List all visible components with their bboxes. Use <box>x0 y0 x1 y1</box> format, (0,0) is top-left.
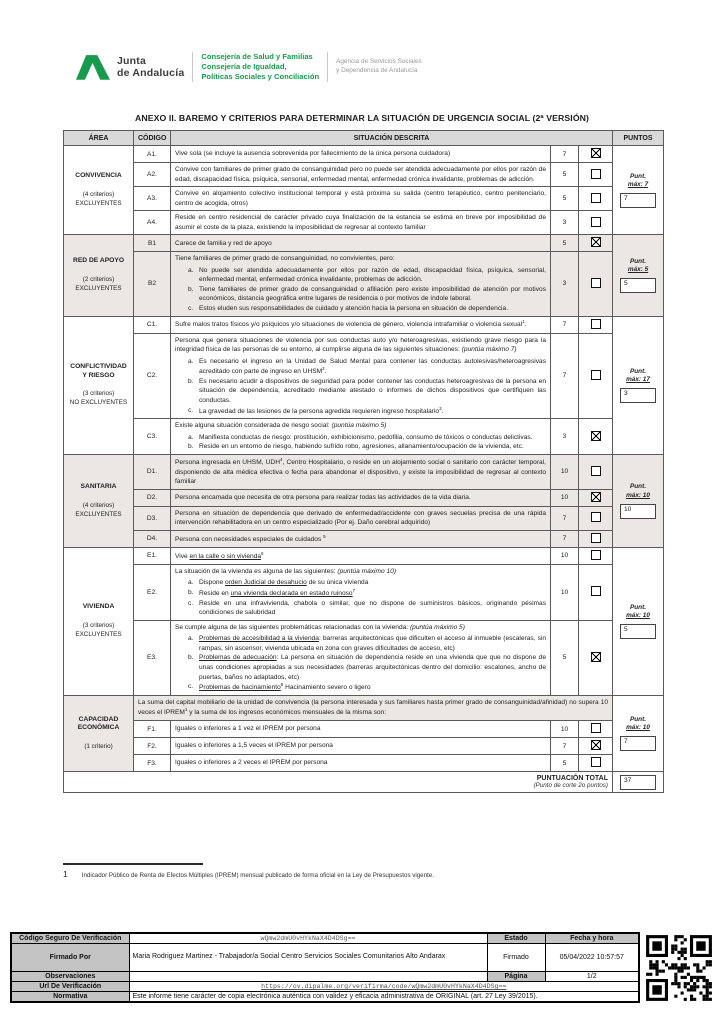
criterion-row-c1 <box>64 316 664 333</box>
criterion-code: C1. <box>134 316 171 333</box>
score-input-red-de-apoyo[interactable]: 5 <box>620 278 656 293</box>
criterion-code: D1. <box>134 454 171 489</box>
criterion-row-f2 <box>64 738 664 755</box>
checkbox-f3[interactable] <box>591 757 601 767</box>
checkbox-a1[interactable] <box>591 148 601 158</box>
qr-code <box>644 933 714 1003</box>
criterion-code: D4. <box>134 530 171 547</box>
criterion-row-d3 <box>64 506 664 530</box>
checkbox-a2[interactable] <box>591 169 601 179</box>
criterion-text: La situación de la vivienda es alguna de las siguientes: (puntúa máximo 10) a. Dispone orden Judicial de desahucio de su única vivienda b. Reside en una vivienda declarada en estado ruinoso$^7$ c. Reside en una infravivienda, chabola o similar, que no dispone de suministros básicos, originando pésimas condiciones de salubridad <box>171 564 551 620</box>
checkbox-f2[interactable] <box>591 740 601 750</box>
criterion-code: F2. <box>134 738 171 755</box>
criterion-text: Existe alguna situación considerada de riesgo social: (puntúa máximo 5) a. Manifiesta conductas de riesgo: prostitución, exhibicionismo, pedofilia, consumo de tóxicos o conductas delictivas. b. Reside en un entorno de riesgo, habiendo sufrido robo, agresiones, allanamiento/ocupación de la vivienda, etc. <box>171 419 551 455</box>
col-header-area: ÁREA <box>64 131 134 146</box>
criterion-text: Persona en situación de dependencia que derivado de enfermedad/accidente con graves secuelas precisa de una rápida intervención rehabilitadora en un centro especializado (Por ej. Daño cerebral adquirido) <box>171 506 551 530</box>
estado-value: Firmado <box>487 944 545 972</box>
punt-max-label: Punt. máx: 5 <box>627 257 649 274</box>
verification-footer <box>10 932 714 1003</box>
total-row <box>64 772 664 793</box>
criterion-code: A4. <box>134 211 171 235</box>
criterion-row-f3 <box>64 755 664 772</box>
total-score-input[interactable]: 37 <box>620 775 656 790</box>
puntos-cell-red-de-apoyo <box>613 235 664 316</box>
criterion-points: 10 <box>551 564 579 620</box>
criterion-points: 5 <box>551 163 579 187</box>
area-cell-convivencia: CONVIVENCIA (4 criterios) EXCLUYENTES <box>64 146 134 235</box>
criterion-text: Reside en centro residencial de carácter privado cuya finalización de la estancia se estima en breve por imposibilidad de asumir el coste de la plaza, existiendo la imposibilidad de regresar al contexto familiar <box>171 211 551 235</box>
firmado-row <box>11 944 639 972</box>
table-header-row <box>64 131 664 146</box>
criterion-row-f-intro <box>64 695 664 720</box>
criterion-code: E1. <box>134 547 171 564</box>
criterion-text: Convive en alojamiento colectivo institucional temporal y está próxima su salida (centro terapéutico, centro penitenciario, centro de acogida, otros) <box>171 187 551 211</box>
criterion-code: F1. <box>134 721 171 738</box>
punt-max-label: Punt. máx: 10 <box>626 603 650 620</box>
criterion-row-f1 <box>64 721 664 738</box>
checkbox-c1[interactable] <box>591 319 601 329</box>
entity-name <box>117 55 184 79</box>
criterion-text: Sufre malos tratos físicos y/o psíquicos y/o situaciones de violencia de género, violencia intrafamiliar o violencia sexual$^1$. <box>171 316 551 333</box>
criterion-text: Convive con familiares de primer grado de consanguinidad pero no puede ser atendida adecuadamente por ellos por razón de edad, discapacidad física, psíquica, sensorial, enfermedad mental, enfermedad crónica invalidante, problemas de adicción. <box>171 163 551 187</box>
checkbox-b2[interactable] <box>591 278 601 288</box>
criterion-row-b1 <box>64 235 664 252</box>
agency-name: Agencia de Servicios Sociales y Dependencia de Andalucía <box>336 58 422 74</box>
criterion-text: Persona con necesidades especiales de cuidados $^5$ <box>171 530 551 547</box>
pagina-header: Página <box>487 972 545 982</box>
criterion-code: F3. <box>134 755 171 772</box>
fecha-header: Fecha y hora <box>545 933 639 944</box>
criterion-text: Iguales o inferiores a 1 vez el IPREM por persona <box>171 721 551 738</box>
checkbox-e3[interactable] <box>591 652 601 662</box>
criterion-points: 3 <box>551 252 579 316</box>
department-name: Consejería de Salud y Familias Consejería de Igualdad, Políticas Sociales y Conciliación <box>201 52 320 81</box>
criterion-points: 7 <box>551 146 579 163</box>
criterion-points: 5 <box>551 755 579 772</box>
page-title: ANEXO II. BAREMO Y CRITERIOS PARA DETERMINAR LA SITUACIÓN DE URGENCIA SOCIAL (2ª VERSIÓN) <box>134 113 590 123</box>
punt-max-label: Punt. máx: 10 <box>626 715 650 732</box>
total-score-cell <box>613 772 664 793</box>
estado-header: Estado <box>487 933 545 944</box>
criterion-text: Tiene familiares de primer grado de consanguinidad, no convivientes, pero: a. No puede ser atendida adecuadamente por ellos por razón de edad, discapacidad física, psíquica, sensorial, enfermedad mental, enfermedad crónica invalidante, problemas de adicción. b. Tiene familiares de primer grado de consanguinidad o afiliación pero existe imposibilidad de atención por motivos económicos, distancia geográfica entre lugares de residencia o por motivos de índole laboral. c. Estos eluden sus responsabilidades de cuidado y atención hacia la persona en situación de dependencia. <box>171 252 551 316</box>
header-divider <box>192 52 193 82</box>
criterion-text: Persona ingresada en UHSM, UDH$^4$, Centro Hospitalario, o reside en un alojamiento social o sanitario con carácter temporal, disponiendo de alta médica efectiva o fecha para abandonar el dispositivo, y existe la imposibilidad de regresar al contexto familiar <box>171 454 551 489</box>
total-label: PUNTUACIÓN TOTAL <box>536 775 609 783</box>
criterion-text: Iguales o inferiores a 1,5 veces el IPREM por persona <box>171 738 551 755</box>
checkbox-a4[interactable] <box>591 217 601 227</box>
criterion-row-a4 <box>64 211 664 235</box>
fecha-value: 05/04/2022 10:57:57 <box>545 944 639 972</box>
checkbox-f1[interactable] <box>591 723 601 733</box>
criterion-points: 7 <box>551 738 579 755</box>
footnote-block <box>63 863 623 879</box>
criterion-text: Persona que genera situaciones de violencia por sus conductas auto y/o heteroagresivas, existiendo grave riesgo para la integridad física de las personas de su entorno, al cumplirse alguna de las siguientes situaciones: (puntúa máximo 7) a. Es necesario el ingreso en la Unidad de Salud Mental para contener las conductas autolesivas/heteroagresivas acreditado con parte de ingreso en UHSM$^2$. b. Es necesario acudir a dispositivos de seguridad para poder contener las conductas heteroagresivas de la persona en situación de dependencia, acreditado mediante atestado o informes de dichos dispositivos que certifiquen las conductas. c. La gravedad de las lesiones de la persona agredida requieren ingreso hospitalario$^3$. <box>171 333 551 419</box>
criterion-code: A2. <box>134 163 171 187</box>
header-divider <box>327 52 328 82</box>
checkbox-e2[interactable] <box>591 586 601 596</box>
criterion-text: Persona encamada que necesita de otra persona para realizar todas las actividades de la vida diaria. <box>171 489 551 506</box>
criterion-code: D3. <box>134 506 171 530</box>
checkbox-e1[interactable] <box>591 550 601 560</box>
entity-name-line1: Junta <box>117 54 147 67</box>
criterion-row-c2 <box>64 333 664 419</box>
score-input-conflictividad[interactable]: 3 <box>620 388 656 403</box>
punt-max-label: Punt. máx: 7 <box>627 172 649 189</box>
normativa-value: Este informe tiene carácter de copia electrónica auténtica con validez y eficacia administrativa de ORIGINAL (art. 27 Ley 39/2015). <box>129 992 639 1003</box>
checkbox-c3[interactable] <box>591 431 601 441</box>
criterion-points: 7 <box>551 333 579 419</box>
criterion-points: 7 <box>551 316 579 333</box>
col-header-situacion: SITUACIÓN DESCRITA <box>171 131 613 146</box>
area-cell-capacidad-economica: CAPACIDAD ECONÓMICA (1 criterio) <box>64 695 134 771</box>
col-header-codigo: CÓDIGO <box>134 131 171 146</box>
junta-andalucia-logo-icon <box>76 54 110 80</box>
criterion-row-e2 <box>64 564 664 620</box>
criterion-code: B2 <box>134 252 171 316</box>
criterion-points: 10 <box>551 547 579 564</box>
criterion-text: Iguales o inferiores a 2 veces el IPREM por persona <box>171 755 551 772</box>
criterion-row-d2 <box>64 489 664 506</box>
score-input-capacidad[interactable]: 7 <box>620 736 656 751</box>
score-input-sanitaria[interactable]: 10 <box>620 504 656 519</box>
criterion-code: B1 <box>134 235 171 252</box>
normativa-row <box>11 992 639 1003</box>
area-cell-vivienda: VIVIENDA (3 criterios) EXCLUYENTES <box>64 547 134 695</box>
observaciones-value <box>129 972 487 982</box>
observaciones-row <box>11 972 639 982</box>
url-label: Url De Verificación <box>11 982 129 992</box>
criterion-row-b2 <box>64 252 664 316</box>
criterion-points: 5 <box>551 235 579 252</box>
csv-label: Código Seguro De Verificación <box>11 933 129 944</box>
punt-max-label: Punt. máx: 17 <box>626 367 650 384</box>
criterion-code: E2. <box>134 564 171 620</box>
area-cell-red-de-apoyo: RED DE APOYO (2 criterios) EXCLUYENTES <box>64 235 134 316</box>
observaciones-label: Observaciones <box>11 972 129 982</box>
checkbox-c2[interactable] <box>591 370 601 380</box>
criterion-text: Se cumple alguna de las siguientes problemáticas relacionadas con la vivienda: (puntúa máximo 5) a. Problemas de accesibilidad a la vivienda: barreras arquitectónicas que dificulten el acceso al inmueble (escaleras, sin rampas, sin ascensor, vivienda ubicada en zona con graves dificultades de acceso, etc) b. Problemas de adecuación: La persona en situación de dependencia reside en una vivienda que que no dispone de unas condiciones apropiadas a sus necesidades (barreras arquitectónicas dentro del domicilio: escalones, ancho de puertas, baños no adaptados, etc) c. Problemas de hacinamiento$^8$ Hacinamiento severo o ligero <box>171 620 551 695</box>
capacidad-intro-text: La suma del capital mobiliario de la unidad de convivencia (la persona interesada y sus familiares hasta primer grado de consanguinidad/afinidad) no supera 10 veces el IPREM$^1$ y la suma de los ingresos económicos mensuales de la misma son: <box>134 695 613 720</box>
total-label-cell <box>64 772 613 793</box>
puntos-cell-capacidad <box>613 695 664 771</box>
criterion-points: 5 <box>551 620 579 695</box>
page-header <box>76 52 422 82</box>
criterion-points: 5 <box>551 187 579 211</box>
checkbox-a3[interactable] <box>591 193 601 203</box>
baremo-table <box>63 130 664 793</box>
puntos-cell-sanitaria <box>613 454 664 547</box>
checkbox-d1[interactable] <box>591 466 601 476</box>
footnote-marker: 1 <box>63 869 68 879</box>
criterion-points: 3 <box>551 211 579 235</box>
criterion-points: 7 <box>551 506 579 530</box>
score-input-convivencia[interactable]: 7 <box>620 193 656 208</box>
criterion-points: 7 <box>551 530 579 547</box>
puntos-cell-vivienda <box>613 547 664 695</box>
area-cell-sanitaria: SANITARIA (4 criterios) EXCLUYENTES <box>64 454 134 547</box>
footnote-rule <box>63 863 203 865</box>
criterion-code: C3. <box>134 419 171 455</box>
puntos-cell-convivencia <box>613 146 664 235</box>
criterion-points: 10 <box>551 489 579 506</box>
criterion-row-e3 <box>64 620 664 695</box>
criterion-row-a3 <box>64 187 664 211</box>
criterion-text: Carece de familia y red de apoyo <box>171 235 551 252</box>
total-sublabel: (Punto de corte 2o puntos) <box>533 782 609 790</box>
csv-row <box>11 933 639 944</box>
checkbox-d2[interactable] <box>591 492 601 502</box>
criterion-row-a2 <box>64 163 664 187</box>
criterion-code: C2. <box>134 333 171 419</box>
criterion-code: A1. <box>134 146 171 163</box>
criterion-points: 10 <box>551 454 579 489</box>
criterion-row-c3 <box>64 419 664 455</box>
criterion-row-e1 <box>64 547 664 564</box>
checkbox-d4[interactable] <box>591 533 601 543</box>
criterion-points: 10 <box>551 721 579 738</box>
criterion-code: E3. <box>134 620 171 695</box>
criterion-points: 3 <box>551 419 579 455</box>
checkbox-d3[interactable] <box>591 512 601 522</box>
pagina-value: 1/2 <box>545 972 639 982</box>
normativa-label: Normativa <box>11 992 129 1003</box>
verification-table <box>10 932 640 1003</box>
puntos-cell-conflictividad <box>613 316 664 454</box>
criterion-code: D2. <box>134 489 171 506</box>
firmado-value: Maria Rodriguez Martinez - Trabajador/a Social Centro Servicios Sociales Comunitarios Alto Andarax <box>129 944 487 972</box>
checkbox-b1[interactable] <box>591 237 601 247</box>
punt-max-label: Punt. máx: 10 <box>626 483 650 499</box>
firmado-label: Firmado Por <box>11 944 129 972</box>
score-input-vivienda[interactable]: 5 <box>620 624 656 639</box>
url-row <box>11 982 639 992</box>
criterion-row-a1 <box>64 146 664 163</box>
criterion-text: Vive en la calle o sin vivienda$^6$ <box>171 547 551 564</box>
csv-value: wQmw2dmU0vHYkNaX4D4DSg== <box>129 933 487 944</box>
criterion-row-d1 <box>64 454 664 489</box>
col-header-puntos: PUNTOS <box>613 131 664 146</box>
verification-url-link[interactable]: https://ov.dipalme.org/verifirma/code/wQmw2dmU0vHYkNaX4D4DSg== <box>129 982 639 992</box>
criterion-code: A3. <box>134 187 171 211</box>
criterion-text: Vive sola (se incluye la ausencia sobrevenida por fallecimiento de la única persona cuidadora) <box>171 146 551 163</box>
entity-name-line2: de Andalucía <box>117 66 185 79</box>
criterion-row-d4 <box>64 530 664 547</box>
area-cell-conflictividad: CONFLICTIVIDAD Y RIESGO (3 criterios) NO EXCLUYENTES <box>64 316 134 454</box>
footnote-text: Indicador Público de Renta de Efectos Múltiples (IPREM) mensual publicado de forma oficial en la Ley de Presupuestos vigente. <box>81 872 434 879</box>
